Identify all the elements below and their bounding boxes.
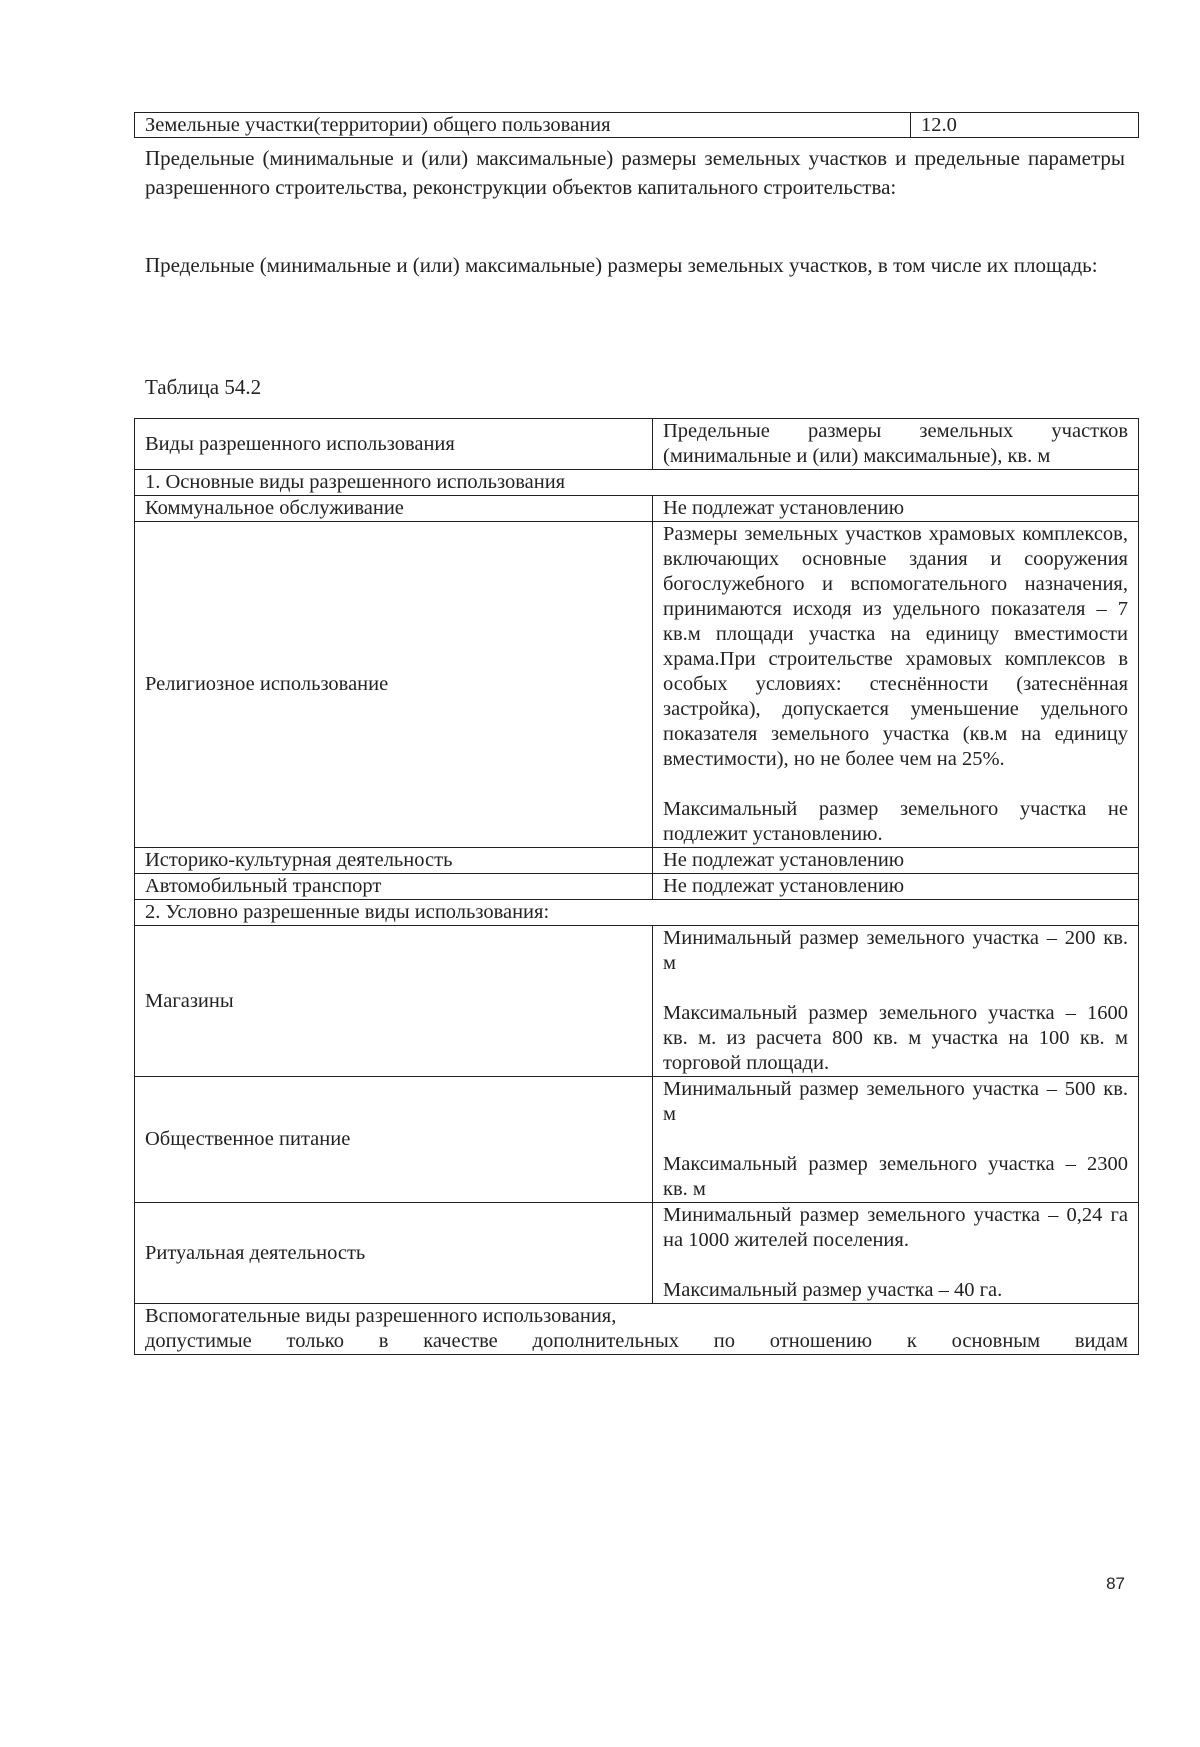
- plot-size-cell: [653, 1077, 1139, 1203]
- zone-code-table: [134, 112, 1139, 138]
- section-row: [135, 1304, 1139, 1355]
- section-basic-uses: 1. Основные виды разрешенного использования: [135, 470, 1139, 496]
- plot-size-text: Минимальный размер земельного участка – 0,24 га на 1000 жителей поселения.: [663, 1204, 1128, 1251]
- use-type-cell: Автомобильный транспорт: [135, 874, 653, 900]
- plot-size-table: [134, 418, 1139, 1355]
- paragraph-limits-intro: Предельные (минимальные и (или) максимальные) размеры земельных участков и предельные параметры разрешенного строительства, реконструкции объектов капитального строительства:: [145, 146, 1125, 199]
- plot-size-text: Максимальный размер земельного участка не подлежит установлению.: [663, 798, 1128, 845]
- plot-size-text: Максимальный размер участка – 40 га.: [663, 1279, 1003, 1301]
- section-row: [135, 470, 1139, 496]
- plot-size-cell: Не подлежат установлению: [653, 874, 1139, 900]
- use-type-cell: Коммунальное обслуживание: [135, 496, 653, 522]
- table-row: [135, 522, 1139, 848]
- table-header-row: [135, 419, 1139, 470]
- plot-size-cell: [653, 522, 1139, 848]
- plot-size-cell: Не подлежат установлению: [653, 848, 1139, 874]
- section-auxiliary-line: Вспомогательные виды разрешенного использования,: [145, 1305, 617, 1327]
- use-type-cell: Магазины: [135, 926, 653, 1077]
- section-row: [135, 900, 1139, 926]
- use-type-cell: Общественное питание: [135, 1077, 653, 1203]
- section-auxiliary-uses: [135, 1304, 1139, 1355]
- paragraph-plot-sizes: Предельные (минимальные и (или) максимальные) размеры земельных участков, в том числе их площадь:: [145, 253, 1098, 277]
- paragraph-gap: [663, 976, 1128, 1001]
- table-row: [135, 1077, 1139, 1203]
- plot-size-cell: [653, 1203, 1139, 1304]
- section-conditional-uses: 2. Условно разрешенные виды использования:: [135, 900, 1139, 926]
- header-plot-size: Предельные размеры земельных участков (минимальные и (или) максимальные), кв. м: [653, 419, 1139, 470]
- table-row: [135, 113, 1139, 138]
- plot-size-text: Минимальный размер земельного участка – 200 кв. м: [663, 927, 1128, 974]
- paragraph-gap: [663, 772, 1128, 797]
- table-caption: Таблица 54.2: [145, 375, 262, 399]
- plot-size-text: Минимальный размер земельного участка – 500 кв. м: [663, 1078, 1128, 1125]
- plot-size-text: Размеры земельных участков храмовых комплексов, включающих основные здания и сооружения богослужебного и вспомогательного назначения, принимаются исходя из удельного показателя – 7 кв.м площади участка на единицу вместимости храма.При строительстве храмовых комплексов в особых условиях: стеснённости (затеснённая застройка), допускается уменьшение удельного показателя земельного участка (кв.м на единицу вместимости), но не более чем на 25%.: [663, 523, 1128, 770]
- paragraph-gap: [663, 1253, 1128, 1278]
- use-type-cell: Историко-культурная деятельность: [135, 848, 653, 874]
- plot-size-text: Максимальный размер земельного участка – 2300 кв. м: [663, 1153, 1128, 1200]
- plot-size-cell: Не подлежат установлению: [653, 496, 1139, 522]
- table-row: [135, 496, 1139, 522]
- header-use-type: Виды разрешенного использования: [135, 419, 653, 470]
- plot-size-text: Максимальный размер земельного участка – 1600 кв. м. из расчета 800 кв. м участка на 100 кв. м торговой площади.: [663, 1002, 1128, 1074]
- table-row: [135, 848, 1139, 874]
- use-type-cell: Религиозное использование: [135, 522, 653, 848]
- zone-code-cell: 12.0: [911, 113, 1139, 138]
- paragraph-gap: [663, 1127, 1128, 1152]
- zone-label-cell: Земельные участки(территории) общего пользования: [135, 113, 911, 138]
- page-number: 87: [1106, 1574, 1125, 1593]
- table-row: [135, 1203, 1139, 1304]
- section-auxiliary-line: допустимые только в качестве дополнительных по отношению к основным видам: [145, 1330, 1128, 1352]
- table-row: [135, 926, 1139, 1077]
- plot-size-cell: [653, 926, 1139, 1077]
- table-row: [135, 874, 1139, 900]
- use-type-cell: Ритуальная деятельность: [135, 1203, 653, 1304]
